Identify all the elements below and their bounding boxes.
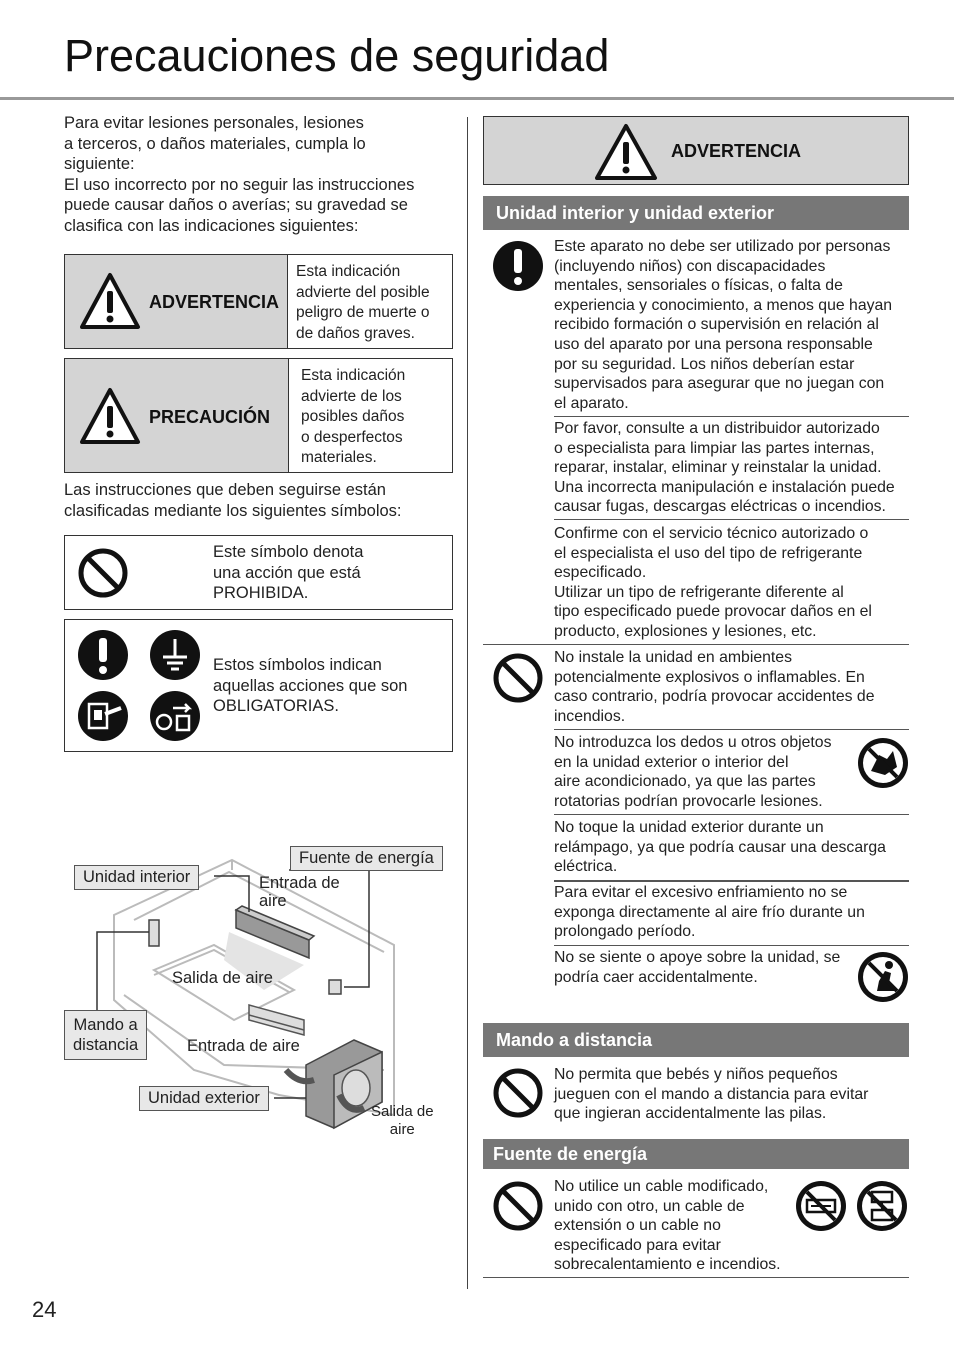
divider [554,945,909,946]
divider [554,416,909,417]
section-units-header: Unidad interior y unidad exterior [483,196,909,230]
units-item-2: Por favor, consulte a un distribuidor autorizado o especialista para limpiar las partes internas, reparar, instalar, eliminar y reinstalar la unidad. Una incorrecta manipulación e instalación puede causar fugas, descargas eléctricas o incendios. [554,420,895,516]
diagram-label-inlet-top: Entrada de aire [259,874,340,910]
prohibited-symbol-box [64,535,453,610]
units-item-1: Este aparato no debe ser utilizado por personas (incluyendo niños) con discapacidades mentales, sensoriales o físicas, o falta de experiencia y conocimiento, a menos que hayan recibido formación o supervisión en relación al uso del aparato por una persona responsable por su seguridad. Los niños deberían estar supervisados para asegurar que no juegan con el aparato. [554,238,893,412]
remote-control-shape [149,920,159,946]
mandatory-icon [492,240,544,292]
no-sitting-icon [857,951,909,1003]
caution-description: Esta indicación advierte de los posibles daños o desperfectos materiales. [301,367,406,466]
remote-text: No permita que bebés y niños pequeños jueguen con el mando a distancia para evitar que ingieran accidentalmente las pilas. [554,1066,869,1123]
diagram-label-outdoor: Unidad exterior [139,1086,269,1111]
intro-text: Para evitar lesiones personales, lesiones a terceros, o daños materiales, cumpla lo siguiente: El uso incorrecto por no seguir las instrucciones puede causar daños o averías; su gravedad se clasifica con las indicaciones siguientes: [64,114,415,235]
warning-triangle-icon [594,123,658,181]
units-prohibited-3: No toque la unidad exterior durante un relámpago, ya que podría causar una descarga eléctrica. [554,819,886,876]
prohibited-description: Este símbolo denota una acción que está PROHIBIDA. [213,543,364,602]
warning-description: Esta indicación advierte del posible peligro de muerte o de daños graves. [296,263,430,342]
diagram-label-inlet-outdoor: Entrada de aire [187,1037,300,1055]
units-item-3: Confirme con el servicio técnico autorizado o el especialista el uso del tipo de refrigerante especificado. Utilizar un tipo de refrigerante diferente al tipo especificado puede provocar daños en el producto, explosiones y lesiones, etc. [554,525,872,640]
units-prohibited-4: Para evitar el excesivo enfriamiento no se exponga directamente al aire frío durante un prolongado período. [554,884,865,941]
diagram-label-power: Fuente de energía [290,846,443,871]
warning-header-box [483,116,909,185]
warning-label: ADVERTENCIA [149,292,280,312]
prohibited-icon [492,1180,544,1232]
diagram-label-outlet-indoor: Salida de aire [172,969,273,987]
prohibited-icon [492,1067,544,1119]
units-prohibited-2: No introduzca los dedos u otros objetos en la unidad exterior o interior del aire acondicionado, ya que las partes rotatorias podrían provocarle lesiones. [554,734,832,810]
warning-triangle-icon [79,272,141,330]
warning-level-box [64,254,453,349]
warning-header-label: ADVERTENCIA [671,141,802,161]
section-remote-header: Mando a distancia [483,1023,909,1057]
caution-triangle-icon [79,387,141,445]
divider [483,644,909,645]
title-divider [0,97,954,100]
diagram-label-remote: Mando a distancia [64,1010,147,1060]
divider [554,729,909,730]
mandatory-symbol-box [64,619,453,752]
mandatory-icon [77,629,129,681]
prohibited-icon [77,547,129,599]
divider [554,519,909,520]
divider [483,1277,909,1278]
units-prohibited-1: No instale la unidad en ambientes potencialmente explosivos o inflamables. En caso contrario, podría provocar accidentes de incendios. [554,649,875,725]
unplug-icon [77,690,129,742]
breaker-icon [149,690,201,742]
caution-level-box [64,358,453,473]
divider [554,880,909,882]
outdoor-unit-shape [286,1040,382,1128]
no-modified-cable-icon [795,1180,847,1232]
diagram-label-indoor: Unidad interior [74,865,199,890]
power-outlet-shape [329,980,341,994]
prohibited-icon [492,652,544,704]
no-fingers-icon [857,737,909,789]
page-title: Precauciones de seguridad [64,30,610,81]
units-prohibited-5: No se siente o apoye sobre la unidad, se podría caer accidentalmente. [554,949,841,986]
ground-icon [149,629,201,681]
section-power-header: Fuente de energía [483,1139,909,1169]
divider [554,814,909,815]
page-number: 24 [32,1297,57,1322]
diagram-label-outlet-outdoor: Salida de aire [371,1103,434,1138]
mandatory-description: Estos símbolos indican aquellas acciones que son OBLIGATORIAS. [213,656,408,715]
power-text: No utilice un cable modificado, unido con otro, un cable de extensión o un cable no especificado para evitar sobrecalentamiento e incendios. [554,1178,781,1274]
column-divider [467,117,468,1289]
no-extension-cable-icon [856,1180,908,1232]
caution-label: PRECAUCIÓN [149,407,271,427]
symbols-intro: Las instrucciones que deben seguirse están clasificadas mediante los siguientes símbolos: [64,481,402,520]
